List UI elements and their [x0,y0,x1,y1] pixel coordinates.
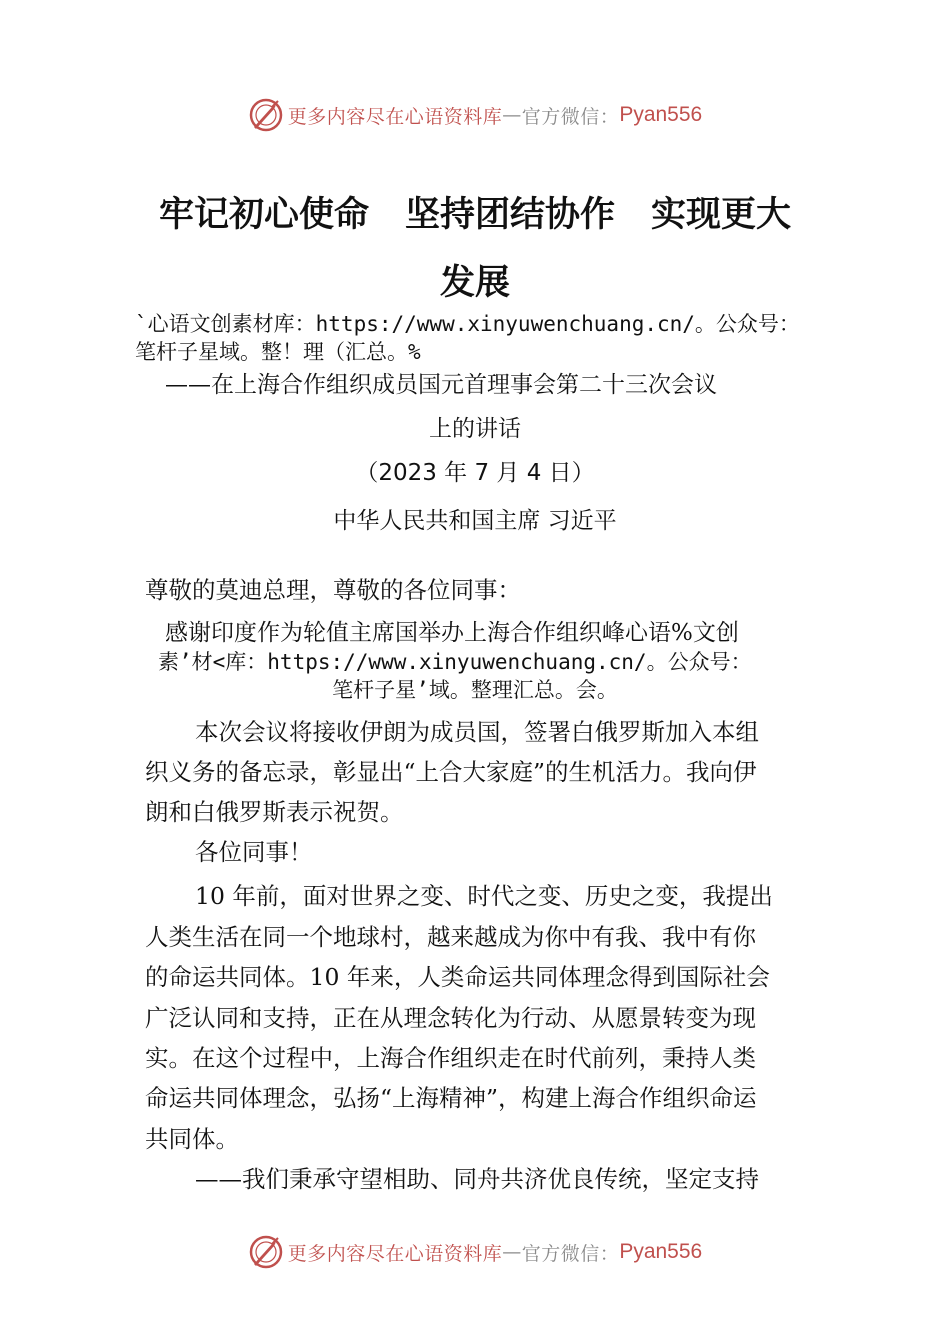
paragraph-line: 广泛认同和支持，正在从理念转化为行动、从愿景转变为现 [145,1004,756,1032]
document-title-line1 [100,187,850,237]
watermark-line: 笔杆子星域。整！理（汇总。% [135,340,421,364]
banner-wechat-id: Pyan556 [619,1240,703,1263]
banner-wechat-label: 官方微信： [521,105,620,128]
pen-logo-icon [248,1234,284,1270]
paragraph-line: 感谢印度作为轮值主席国举办上海合作组织峰心语%文创 [165,620,739,646]
watermark-line: 素’材<库：https://www.xinyuwenchuang.cn/。公众号： [158,650,752,674]
header-banner [0,93,950,137]
paragraph-line: 人类生活在同一个地球村，越来越成为你中有我、我中有你 [145,923,756,951]
paragraph-line: 各位同事！ [195,838,313,866]
paragraph-line: ——我们秉承守望相助、同舟共济优良传统，坚定支持 [195,1165,759,1193]
paragraph-line: 实。在这个过程中，上海合作组织走在时代前列，秉持人类 [145,1044,756,1072]
title-part3: 实现更大 [651,194,792,235]
banner-dash: — [502,104,522,126]
banner-text: 更多内容尽在心语资料库 [287,105,503,128]
salutation: 尊敬的莫迪总理，尊敬的各位同事： [145,576,521,604]
speaker: 中华人民共和国主席 习近平 [333,508,617,534]
paragraph-line: 的命运共同体。10 年来，人类命运共同体理念得到国际社会 [145,963,770,991]
paragraph-line: 织义务的备忘录，彰显出“上合大家庭”的生机活力。我向伊 [145,758,757,786]
title-part2: 坚持团结协作 [404,194,615,235]
paragraph-line: 命运共同体理念，弘扬“上海精神”，构建上海合作组织命运 [145,1084,757,1112]
paragraph-line: 朗和白俄罗斯表示祝贺。 [145,798,404,826]
banner-text: 更多内容尽在心语资料库 [287,1242,503,1265]
document-title-line2: 发展 [439,262,510,303]
banner-dash: — [502,1241,522,1263]
watermark-line: `心语文创素材库：https://www.xinyuwenchuang.cn/。公众号： [135,312,800,336]
speech-date: （2023 年 7 月 4 日） [355,460,595,486]
banner-wechat-id: Pyan556 [619,103,703,126]
subtitle-line1: ——在上海合作组织成员国元首理事会第二十三次会议 [165,372,717,398]
pen-logo-icon [248,97,284,133]
watermark-line: 笔杆子星’域。整理汇总。会。 [332,678,618,702]
paragraph-line: 本次会议将接收伊朗为成员国，签署白俄罗斯加入本组 [195,718,759,746]
footer-banner [0,1230,950,1274]
subtitle-line2: 上的讲话 [429,416,521,442]
paragraph-line: 10 年前，面对世界之变、时代之变、历史之变，我提出 [195,882,773,910]
banner-wechat-label: 官方微信： [521,1242,620,1265]
title-part1: 牢记初心使命 [158,194,369,235]
paragraph-line: 共同体。 [145,1125,239,1153]
